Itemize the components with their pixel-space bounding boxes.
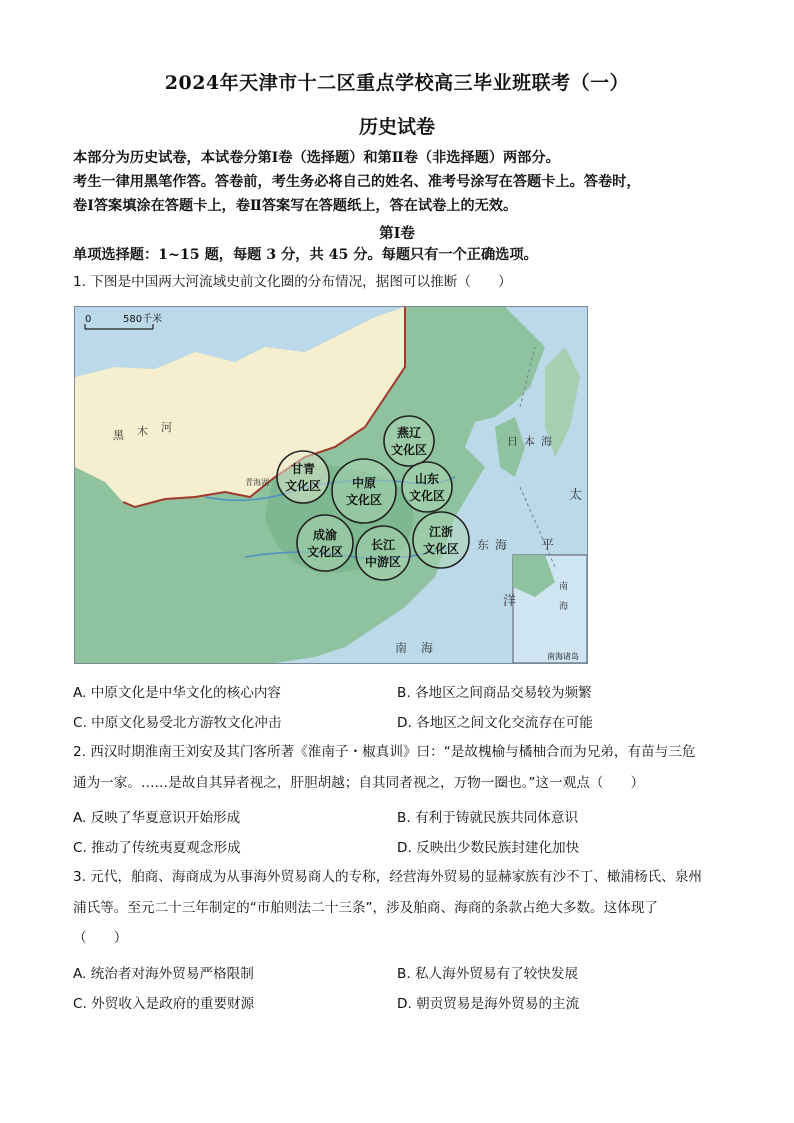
section-title: 第Ⅰ卷	[379, 225, 415, 242]
q2-option-a[interactable]: A. 反映了华夏意识开始形成	[73, 810, 241, 826]
q1-option-b[interactable]: B. 各地区之间商品交易较为频繁	[397, 685, 592, 701]
map-label: 青海湖	[245, 478, 269, 487]
map-label: 南	[559, 582, 569, 592]
region-changjiang	[356, 526, 410, 580]
q2-option-d[interactable]: D. 反映出少数民族封建化加快	[397, 840, 580, 856]
map-label: 本	[524, 435, 535, 448]
scale-zero: 0	[85, 314, 92, 325]
inset-label: 南海诸岛	[547, 652, 579, 661]
map-label: 木	[137, 425, 148, 438]
map-label: 南	[395, 641, 408, 655]
map-label: 东	[477, 538, 490, 552]
region-name: 长江	[370, 538, 396, 552]
q1-option-a[interactable]: A. 中原文化是中华文化的核心内容	[73, 685, 282, 701]
region-name: 文化区	[284, 479, 322, 493]
region-name: 文化区	[306, 545, 344, 559]
map-label: 洋	[503, 594, 517, 609]
region-name: 文化区	[390, 443, 428, 457]
q3-option-c[interactable]: C. 外贸收入是政府的重要财源	[73, 996, 255, 1012]
q1-option-d[interactable]: D. 各地区之间文化交流存在可能	[397, 715, 593, 731]
q1-option-c[interactable]: C. 中原文化易受北方游牧文化冲击	[73, 715, 282, 731]
region-name: 成渝	[312, 528, 338, 542]
map-label: 河	[161, 421, 172, 434]
q2-option-b[interactable]: B. 有利于铸就民族共同体意识	[397, 810, 579, 826]
map-label: 平	[541, 538, 555, 553]
question-3-stem-line-2: 浦氏等。至元二十三年制定的“市舶则法二十三条”，涉及舶商、海商的条款占绝大多数。这体现了	[73, 900, 659, 916]
q3-option-a[interactable]: A. 统治者对海外贸易严格限制	[73, 966, 254, 982]
q2-option-c[interactable]: C. 推动了传统夷夏观念形成	[73, 840, 241, 856]
section-instruction: 单项选择题：1~15 题，每题 3 分，共 45 分。每题只有一个正确选项。	[73, 247, 538, 263]
culture-map	[74, 306, 588, 664]
region-name: 山东	[414, 472, 440, 486]
map-label: 海	[495, 538, 508, 552]
map-label: 太	[569, 488, 583, 503]
intro-line-1: 本部分为历史试卷，本试卷分第Ⅰ卷（选择题）和第Ⅱ卷（非选择题）两部分。	[73, 150, 560, 166]
region-name: 文化区	[345, 493, 383, 507]
region-shandong	[402, 462, 452, 512]
region-ganqing	[277, 451, 329, 503]
exam-subtitle: 历史试卷	[358, 116, 435, 138]
region-name: 中原	[351, 476, 377, 490]
region-yanliao	[384, 416, 434, 466]
region-name: 中游区	[364, 555, 402, 569]
region-chengyu	[297, 515, 353, 571]
question-2-stem-line-2: 通为一家。……是故自其异者视之，肝胆胡越；自其同者视之，万物一圈也。”这一观点（ ）	[73, 775, 645, 791]
question-3-stem-line-3: （ ）	[73, 930, 128, 946]
q3-option-b[interactable]: B. 私人海外贸易有了较快发展	[397, 966, 579, 982]
exam-title: 2024年天津市十二区重点学校高三毕业班联考（一）	[164, 72, 630, 94]
region-jiangzhe	[413, 512, 469, 568]
intro-line-3: 卷Ⅰ答案填涂在答题卡上，卷Ⅱ答案写在答题纸上，答在试卷上的无效。	[73, 198, 518, 214]
region-name: 江浙	[428, 525, 454, 539]
question-1-stem: 1. 下图是中国两大河流域史前文化圈的分布情况，据图可以推断（ ）	[73, 274, 512, 290]
map-label: 日	[507, 435, 518, 448]
question-2-stem-line-1: 2. 西汉时期淮南王刘安及其门客所著《淮南子・椒真训》曰：“是故槐榆与橘柚合而为兄弟，有苗与三危	[73, 744, 696, 760]
map-label: 海	[421, 641, 434, 655]
map-label: 黑	[113, 429, 124, 442]
region-name: 甘青	[290, 462, 316, 476]
q3-option-d[interactable]: D. 朝贡贸易是海外贸易的主流	[397, 996, 580, 1012]
question-3-stem-line-1: 3. 元代，舶商、海商成为从事海外贸易商人的专称，经营海外贸易的显赫家族有沙不丁、橄浦杨氏、泉州	[73, 869, 703, 885]
region-name: 文化区	[408, 489, 446, 503]
map-label: 海	[559, 602, 569, 612]
region-name: 燕辽	[396, 426, 422, 440]
intro-line-2: 考生一律用黑笔作答。答卷前，考生务必将自己的姓名、准考号涂写在答题卡上。答卷时，	[73, 174, 641, 190]
region-name: 文化区	[422, 542, 460, 556]
region-zhongyuan	[332, 459, 396, 523]
scale-label: 580千米	[123, 314, 163, 325]
map-label: 海	[541, 435, 552, 448]
